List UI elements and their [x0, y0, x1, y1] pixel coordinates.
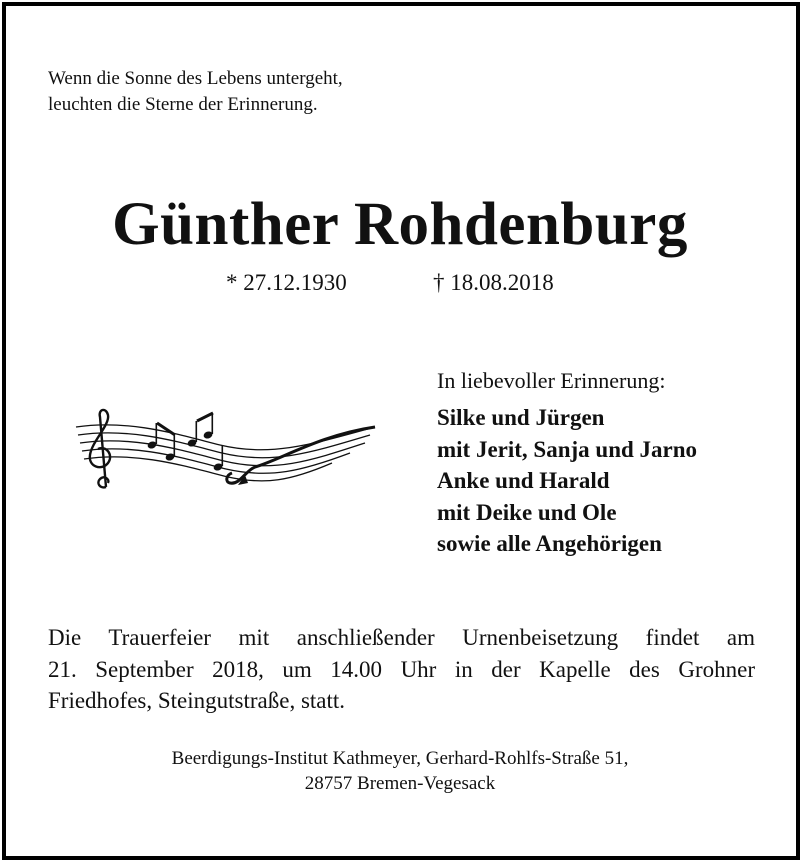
- family-line: mit Deike und Ole: [437, 499, 617, 525]
- ceremony-line: Friedhofes, Steingutstraße, statt.: [48, 688, 346, 713]
- mourners-intro: In liebevoller Erinnerung:: [437, 368, 666, 393]
- family-line: Anke und Harald: [437, 468, 610, 493]
- deceased-name: Günther Rohdenburg: [112, 191, 688, 258]
- death-date: † 18.08.2018: [433, 270, 554, 295]
- birth-date: * 27.12.1930: [226, 270, 347, 295]
- family-line: mit Jerit, Sanja und Jarno: [437, 436, 698, 462]
- music-notes-icon: [70, 405, 380, 500]
- family-list: [437, 402, 697, 560]
- ceremony-line: Die Trauerfeier mit anschließender Urnenbeisetzung findet am: [48, 625, 755, 650]
- institute-address-line: 28757 Bremen-Vegesack: [304, 773, 496, 794]
- family-line: sowie alle Angehörigen: [437, 531, 662, 556]
- institute-address-line: Beerdigungs-Institut Kathmeyer, Gerhard-Rohlfs-Straße 51,: [171, 748, 629, 769]
- memorial-quote: [48, 66, 343, 118]
- quote-line: Wenn die Sonne des Lebens untergeht,: [48, 68, 343, 89]
- ceremony-info: [48, 622, 755, 717]
- ceremony-line: 21. September 2018, um 14.00 Uhr in der Kapelle des Grohner: [48, 656, 755, 682]
- family-line: Silke und Jürgen: [437, 405, 605, 430]
- funeral-institute: [0, 746, 800, 796]
- quote-line: leuchten die Sterne der Erinnerung.: [48, 94, 318, 115]
- mourners-block: [437, 366, 697, 560]
